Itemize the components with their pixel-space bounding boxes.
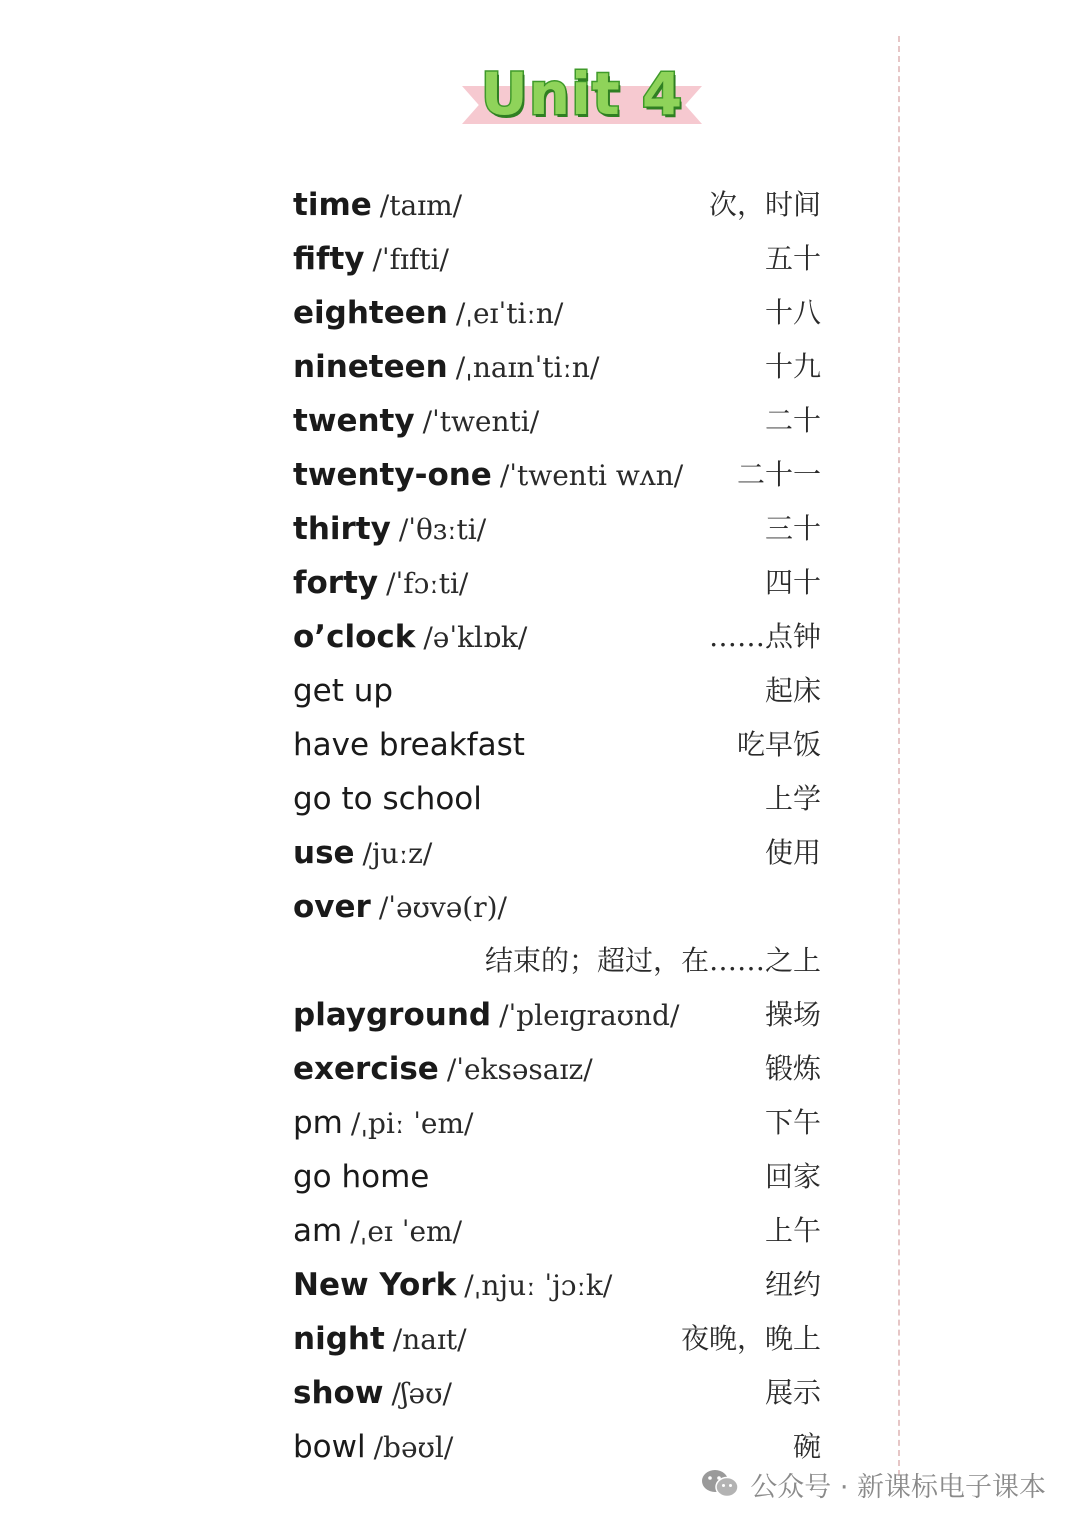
vocab-word: have breakfast	[293, 727, 525, 763]
vocab-word: get up	[293, 673, 394, 709]
vocab-row	[293, 988, 821, 1042]
vocab-word: fifty	[293, 241, 365, 277]
vocab-row	[293, 502, 821, 556]
vocab-meaning: 上午	[764, 1214, 821, 1247]
vocab-row	[293, 394, 821, 448]
watermark-footer	[700, 1462, 1046, 1506]
vocab-phonetic: /əˈklɒk/	[423, 621, 528, 654]
vocab-phonetic: /ˈeksəsaɪz/	[446, 1053, 593, 1086]
vocab-phonetic: /ˈθɜːti/	[398, 513, 487, 546]
vocab-meaning: 二十一	[736, 458, 821, 491]
vocab-phonetic: /ˌpiː ˈem/	[350, 1107, 474, 1140]
vocab-word: pm	[293, 1105, 343, 1141]
vocab-meaning: 次，时间	[708, 188, 821, 221]
vocab-meaning: 回家	[764, 1160, 821, 1193]
vocab-phonetic: /ˈtwenti/	[422, 405, 540, 438]
vocab-meaning: 结束的；超过，在……之上	[484, 944, 821, 977]
vocab-row	[293, 664, 821, 718]
vocab-word: use	[293, 835, 355, 871]
vocab-phonetic: /ʃəʊ/	[391, 1377, 452, 1410]
vocab-word: forty	[293, 565, 379, 601]
vocab-word: show	[293, 1375, 384, 1411]
vocab-meaning: 使用	[764, 836, 821, 869]
footer-text: 公众号 · 新课标电子课本	[750, 1471, 1046, 1503]
vocab-row	[293, 1258, 821, 1312]
vocab-row	[293, 610, 821, 664]
vocab-phonetic: /ˌeɪˈtiːn/	[455, 297, 564, 330]
vocab-row	[293, 1366, 821, 1420]
vocab-meaning: 纽约	[764, 1268, 821, 1301]
vocab-word: time	[293, 187, 372, 223]
vocab-meaning: 锻炼	[764, 1052, 821, 1085]
dashed-margin-line	[898, 36, 900, 1476]
vocab-meaning: 五十	[764, 242, 821, 275]
vocab-word: am	[293, 1213, 343, 1249]
vocab-phonetic: /ˈəʊvə(r)/	[378, 891, 507, 924]
vocab-meaning: ……点钟	[708, 620, 821, 653]
vocab-row	[293, 718, 821, 772]
vocab-word: eighteen	[293, 295, 448, 331]
vocab-word: bowl	[293, 1429, 366, 1465]
vocab-word: nineteen	[293, 349, 448, 385]
vocab-row	[293, 286, 821, 340]
vocab-meaning: 操场	[764, 998, 821, 1031]
vocab-meaning: 二十	[764, 404, 821, 437]
vocab-word: twenty	[293, 403, 415, 439]
vocab-phonetic: /naɪt/	[392, 1323, 467, 1356]
vocab-phonetic: /bəʊl/	[373, 1431, 454, 1464]
vocab-word: playground	[293, 997, 492, 1033]
vocab-row	[293, 772, 821, 826]
vocab-row	[293, 178, 821, 232]
vocab-word: night	[293, 1321, 385, 1357]
vocab-row	[293, 1204, 821, 1258]
vocab-meaning: 展示	[764, 1376, 821, 1409]
vocab-meaning: 三十	[764, 512, 821, 545]
vocab-phonetic: /ˈfɪfti/	[372, 243, 449, 276]
vocab-word: New York	[293, 1267, 457, 1303]
wechat-icon	[700, 1468, 740, 1500]
vocab-word: thirty	[293, 511, 391, 547]
vocab-phonetic: /juːz/	[362, 837, 433, 870]
unit-heading	[462, 56, 702, 132]
unit-title: Unit 4	[480, 60, 684, 128]
vocab-phonetic: /ˈtwenti wʌn/	[499, 459, 684, 492]
vocab-row	[293, 1096, 821, 1150]
vocab-word: over	[293, 889, 371, 925]
vocab-meaning: 十八	[764, 296, 821, 329]
vocab-phonetic: /ˌnaɪnˈtiːn/	[455, 351, 600, 384]
vocab-row	[293, 1150, 821, 1204]
vocab-row	[293, 556, 821, 610]
vocab-word: o’clock	[293, 619, 416, 655]
vocab-row	[293, 448, 821, 502]
vocab-row	[293, 232, 821, 286]
vocab-word: twenty-one	[293, 457, 492, 493]
vocab-meaning: 四十	[764, 566, 821, 599]
vocab-row	[293, 934, 821, 988]
vocab-row	[293, 340, 821, 394]
vocab-row	[293, 1312, 821, 1366]
vocab-word: go home	[293, 1159, 430, 1195]
vocab-phonetic: /ˌeɪ ˈem/	[350, 1215, 463, 1248]
vocab-phonetic: /ˈfɔːti/	[386, 567, 469, 600]
vocab-row	[293, 1042, 821, 1096]
vocab-meaning: 起床	[764, 674, 821, 707]
vocab-word: go to school	[293, 781, 482, 817]
vocab-phonetic: /taɪm/	[379, 189, 463, 222]
vocab-phonetic: /ˌnjuː ˈjɔːk/	[464, 1269, 613, 1302]
vocab-row	[293, 826, 821, 880]
vocab-meaning: 十九	[764, 350, 821, 383]
vocab-phonetic: /ˈpleɪɡraʊnd/	[499, 999, 680, 1032]
vocabulary-list	[293, 178, 821, 1474]
vocab-meaning: 碗	[792, 1430, 821, 1463]
vocab-row	[293, 880, 821, 934]
vocab-meaning: 吃早饭	[736, 728, 821, 761]
vocab-meaning: 下午	[764, 1106, 821, 1139]
vocab-meaning: 上学	[764, 782, 821, 815]
vocab-meaning: 夜晚，晚上	[680, 1322, 821, 1355]
vocab-word: exercise	[293, 1051, 439, 1087]
